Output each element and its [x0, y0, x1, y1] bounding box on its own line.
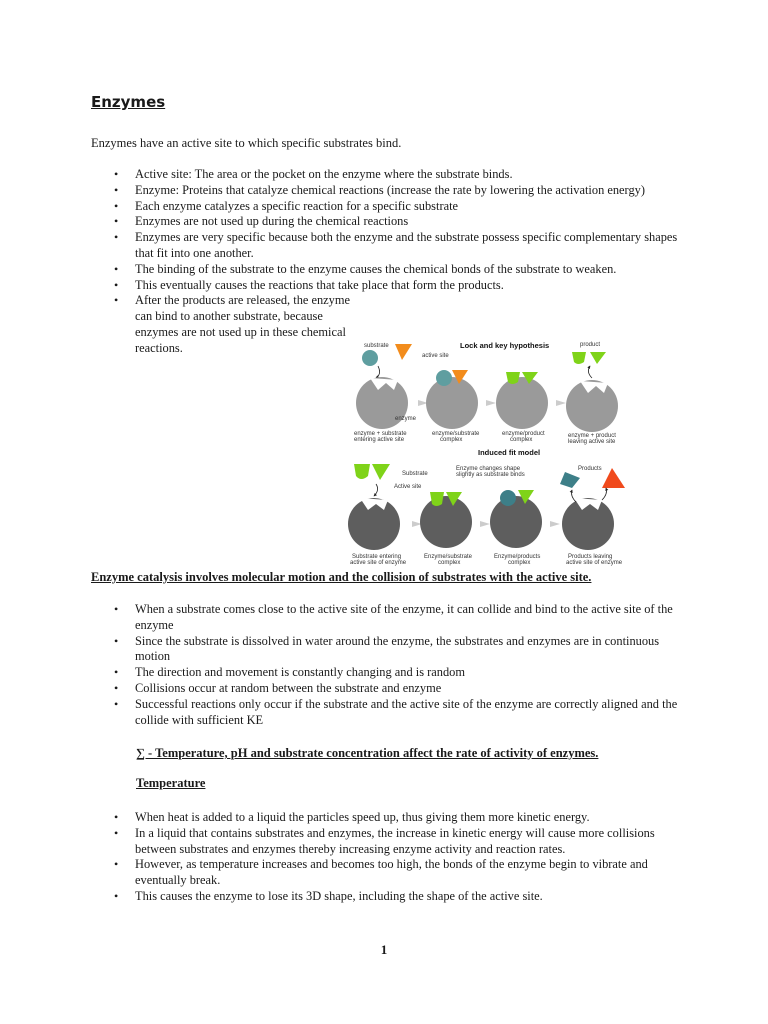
- diagram-svg: [340, 338, 640, 570]
- list-item: • However, as temperature increases and becomes too high, the bonds of the enzyme begin to vibrate and eventually break.: [91, 857, 681, 889]
- enzyme-shape: [566, 380, 618, 432]
- arrow-icon: [550, 521, 560, 527]
- substrate-shape: [395, 344, 412, 360]
- temperature-list: [91, 810, 681, 905]
- enzyme-model-diagram: [340, 338, 640, 570]
- intro-paragraph: Enzymes have an active site to which specific substrates bind.: [91, 136, 402, 150]
- arrow-icon: [480, 521, 490, 527]
- caption: enzyme + product: [568, 433, 616, 439]
- substrate-shape: [362, 350, 378, 366]
- caption: Substrate entering: [352, 554, 402, 560]
- page-title: Enzymes: [91, 93, 166, 111]
- caption: enzyme/product: [502, 431, 545, 437]
- caption: active site of enzyme: [350, 560, 407, 566]
- list-item: • Active site: The area or the pocket on the enzyme where the substrate binds.: [91, 167, 681, 183]
- temperature-heading: Temperature: [136, 776, 206, 790]
- list-item: • Each enzyme catalyzes a specific reaction for a specific substrate: [91, 199, 681, 215]
- caption: Enzyme changes shape: [456, 466, 521, 472]
- list-item: • Enzymes are not used up during the chemical reactions: [91, 214, 681, 230]
- active-site-label: active site: [422, 353, 449, 359]
- page-number: 1: [380, 942, 388, 957]
- caption: complex: [508, 560, 531, 566]
- list-item: • The direction and movement is constantly changing and is random: [91, 665, 681, 681]
- product-shape: [590, 352, 606, 364]
- list-item: • The binding of the substrate to the enzyme causes the chemical bonds of the substrate to weaken.: [91, 262, 681, 278]
- list-item: • In a liquid that contains substrates and enzymes, the increase in kinetic energy will cause more collisions between substrates and enzymes thereby increasing enzyme activity and reaction rates.: [91, 826, 681, 858]
- enzyme-shape: [496, 372, 548, 429]
- list-item: • When a substrate comes close to the active site of the enzyme, it can collide and bind to the active site of the enzyme: [91, 602, 681, 634]
- arrow-icon: [486, 400, 496, 406]
- product-shape: [602, 468, 625, 488]
- list-item: • Enzymes are very specific because both the enzyme and the substrate possess specific complementary shapes that fit into one another.: [91, 230, 681, 262]
- substrate-shape: [354, 464, 370, 479]
- enzyme-shape: [490, 490, 542, 548]
- lock-key-title: Lock and key hypothesis: [460, 341, 550, 350]
- substrate-shape: [372, 464, 390, 480]
- section-heading: Enzyme catalysis involves molecular motion and the collision of substrates with the active site.: [91, 570, 592, 584]
- enzyme-facts-list: [91, 167, 681, 357]
- caption: active site of enzyme: [566, 560, 623, 566]
- active-site-label: Active site: [394, 484, 422, 490]
- enzyme-shape: [426, 370, 478, 429]
- substrate-label: Substrate: [402, 471, 428, 477]
- caption: leaving active site: [568, 439, 616, 445]
- caption: Enzyme/substrate: [424, 554, 473, 560]
- caption: complex: [510, 437, 533, 443]
- product-label: product: [580, 342, 601, 348]
- caption: entering active site: [354, 437, 405, 443]
- product-shape: [572, 352, 586, 364]
- caption: complex: [438, 560, 461, 566]
- enzyme-shape: [562, 498, 614, 550]
- enzyme-shape: [348, 498, 400, 550]
- caption: complex: [440, 437, 463, 443]
- list-item: • This eventually causes the reactions that take place that form the products.: [91, 278, 681, 294]
- substrate-label: substrate: [364, 343, 389, 349]
- list-item: • Enzyme: Proteins that catalyze chemical reactions (increase the rate by lowering the activation energy): [91, 183, 681, 199]
- list-item: • Collisions occur at random between the substrate and enzyme: [91, 681, 681, 697]
- enzyme-shape: [420, 492, 472, 548]
- list-item: • When heat is added to a liquid the particles speed up, thus giving them more kinetic energy.: [91, 810, 681, 826]
- catalysis-list: [91, 602, 681, 728]
- induced-fit-title: Induced fit model: [478, 448, 541, 457]
- products-label: Products: [578, 466, 602, 472]
- summary-heading: ∑ - Temperature, pH and substrate concentration affect the rate of activity of enzymes.: [136, 746, 599, 760]
- arrow-icon: [556, 400, 566, 406]
- caption: Enzyme/products: [494, 554, 541, 560]
- list-item: • After the products are released, the enzyme can bind to another substrate, because enzymes are not used up in these chemical reactions.: [91, 293, 365, 356]
- list-item: • This causes the enzyme to lose its 3D shape, including the shape of the active site.: [91, 889, 681, 905]
- list-item: • Successful reactions only occur if the substrate and the active site of the enzyme are correctly aligned and the collide with sufficient KE: [91, 697, 681, 729]
- caption: enzyme/substrate: [432, 431, 480, 437]
- caption: Products leaving: [568, 554, 613, 560]
- caption: enzyme + substrate: [354, 431, 407, 437]
- product-shape: [560, 472, 580, 488]
- list-item: • Since the substrate is dissolved in water around the enzyme, the substrates and enzymes are in continuous motion: [91, 634, 681, 666]
- caption: slightly as substrate binds: [456, 472, 525, 478]
- enzyme-label: enzyme: [395, 416, 417, 422]
